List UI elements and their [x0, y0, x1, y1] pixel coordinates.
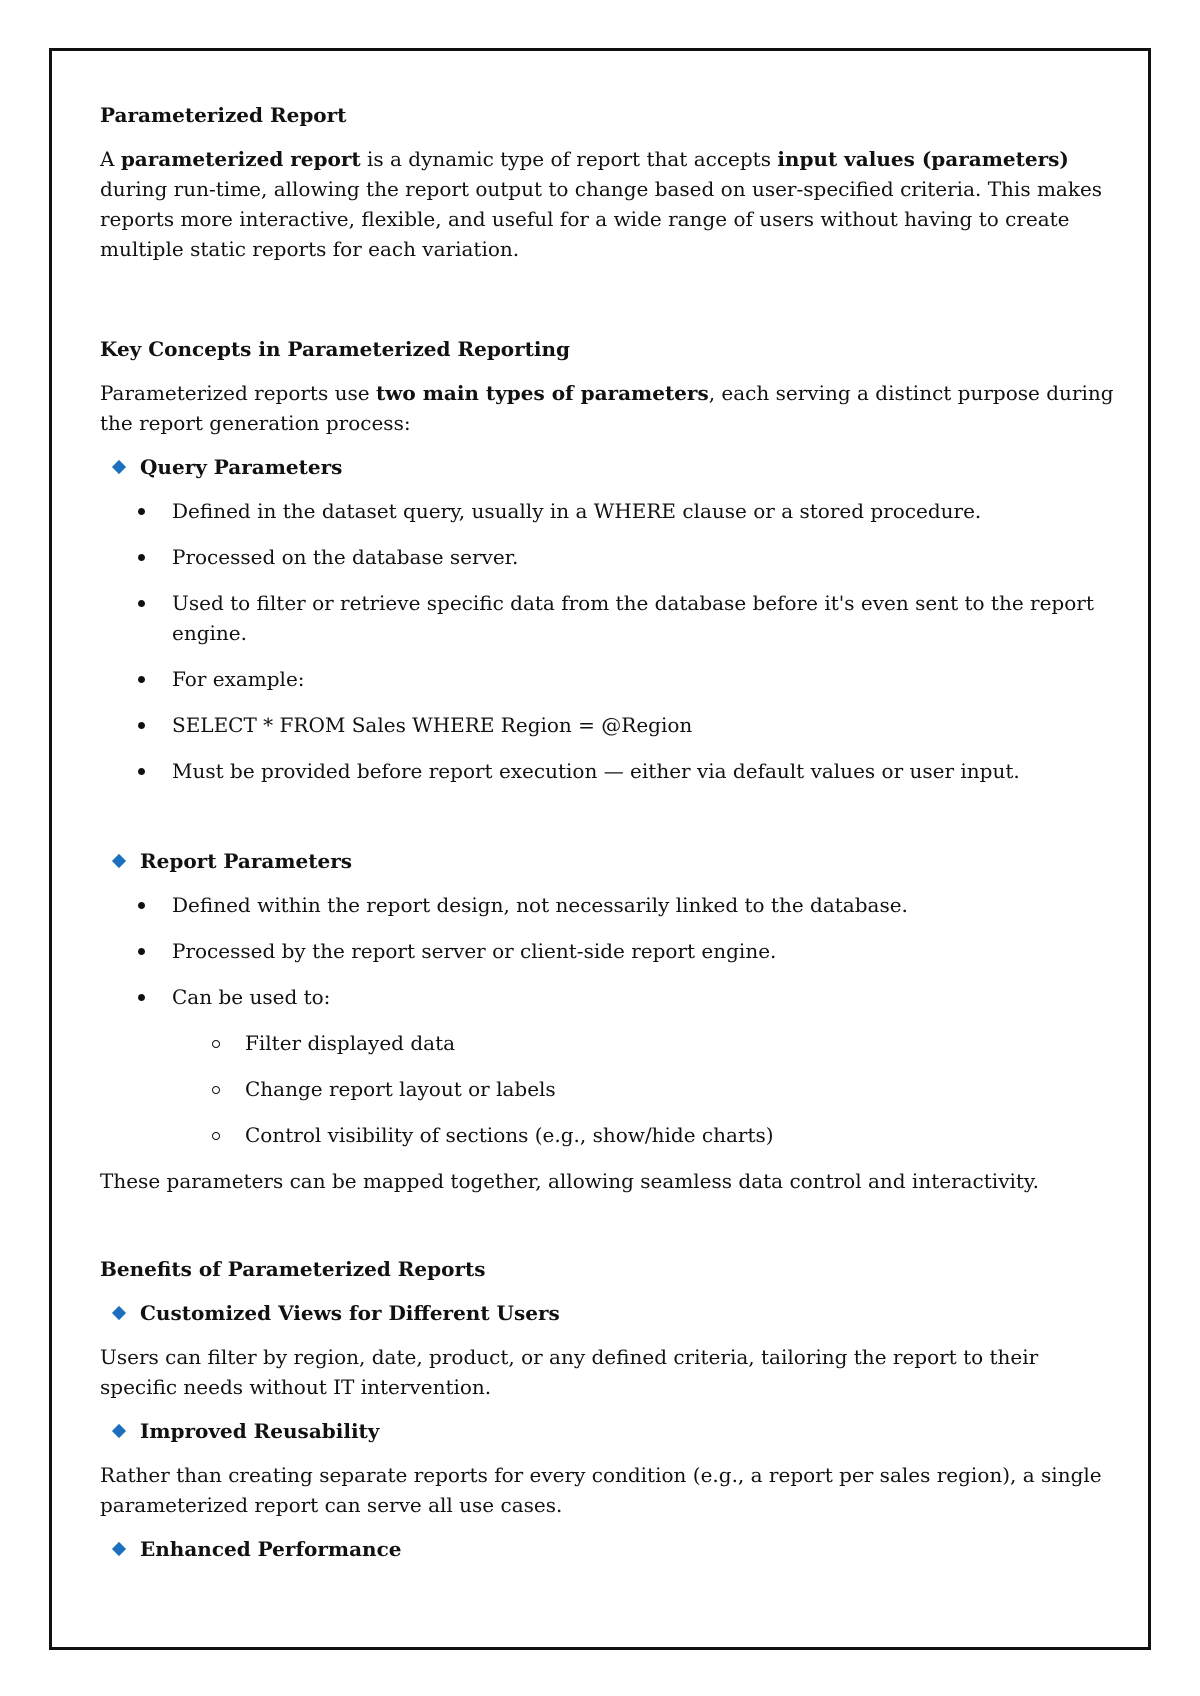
page-title: Parameterized Report: [100, 103, 347, 127]
customized-views-label: Customized Views for Different Users: [140, 1301, 560, 1325]
key-concepts-bold: two main types of parameters: [375, 381, 709, 405]
key-concepts-text-2: , each serving a distinct purpose during the report generation process:: [100, 381, 1114, 435]
query-parameters-heading: [100, 452, 1120, 482]
bullet-icon: [138, 508, 145, 515]
performance-heading: [100, 1534, 1120, 1564]
bullet-icon: [138, 768, 145, 775]
hollow-bullet-icon: [212, 1086, 220, 1094]
reusability-paragraph: Rather than creating separate reports for every condition (e.g., a report per sales region), a single parameterized report can serve all use cases.: [100, 1463, 1102, 1517]
intro-text-2: is a dynamic type of report that accepts: [360, 147, 778, 171]
intro-text-3: during run-time, allowing the report output to change based on user-specified criteria. This makes reports more interactive, flexible, and useful for a wide range of users without having to create multiple static reports for each variation.: [100, 177, 1103, 261]
diamond-bullet-icon: [112, 854, 126, 868]
document-body: [100, 100, 1120, 1578]
customized-views-paragraph: Users can filter by region, date, product, or any defined criteria, tailoring the report to their specific needs without IT intervention.: [100, 1345, 1039, 1399]
bullet-icon: [138, 994, 145, 1001]
report-parameters-sublist: [100, 1028, 1120, 1150]
report-parameters-list: [100, 890, 1120, 1012]
list-item: Used to filter or retrieve specific data from the database before it's even sent to the report engine.: [100, 588, 1120, 648]
list-item: Defined in the dataset query, usually in a WHERE clause or a stored procedure.: [100, 496, 1120, 526]
sub-list-item: Control visibility of sections (e.g., show/hide charts): [100, 1120, 1120, 1150]
diamond-bullet-icon: [112, 1424, 126, 1438]
key-concepts-paragraph: [100, 378, 1120, 438]
report-parameters-label: Report Parameters: [140, 849, 353, 873]
list-item: For example:: [100, 664, 1120, 694]
hollow-bullet-icon: [212, 1040, 220, 1048]
list-item: Can be used to:: [100, 982, 1120, 1012]
list-item: Defined within the report design, not necessarily linked to the database.: [100, 890, 1120, 920]
reusability-heading: [100, 1416, 1120, 1446]
bullet-icon: [138, 600, 145, 607]
list-item: Must be provided before report execution — either via default values or user input.: [100, 756, 1120, 786]
customized-views-heading: [100, 1298, 1120, 1328]
intro-paragraph: [100, 144, 1120, 264]
intro-bold-2: input values (parameters): [777, 147, 1069, 171]
report-parameters-heading: [100, 846, 1120, 876]
benefits-heading: Benefits of Parameterized Reports: [100, 1257, 486, 1281]
hollow-bullet-icon: [212, 1132, 220, 1140]
bullet-icon: [138, 676, 145, 683]
diamond-bullet-icon: [112, 1542, 126, 1556]
list-item: SELECT * FROM Sales WHERE Region = @Region: [100, 710, 1120, 740]
key-concepts-text-1: Parameterized reports use: [100, 381, 376, 405]
diamond-bullet-icon: [112, 1306, 126, 1320]
bullet-icon: [138, 902, 145, 909]
sub-list-item: Change report layout or labels: [100, 1074, 1120, 1104]
list-item: Processed by the report server or client-side report engine.: [100, 936, 1120, 966]
bullet-icon: [138, 722, 145, 729]
intro-text-1: A: [100, 147, 121, 171]
bullet-icon: [138, 948, 145, 955]
sub-list-item: Filter displayed data: [100, 1028, 1120, 1058]
intro-bold-1: parameterized report: [120, 147, 361, 171]
reusability-label: Improved Reusability: [140, 1419, 380, 1443]
closing-paragraph: These parameters can be mapped together, allowing seamless data control and interactivity.: [100, 1169, 1039, 1193]
bullet-icon: [138, 554, 145, 561]
list-item: Processed on the database server.: [100, 542, 1120, 572]
key-concepts-heading: Key Concepts in Parameterized Reporting: [100, 337, 571, 361]
performance-label: Enhanced Performance: [140, 1537, 402, 1561]
query-parameters-label: Query Parameters: [140, 455, 343, 479]
query-parameters-list: [100, 496, 1120, 786]
diamond-bullet-icon: [112, 460, 126, 474]
